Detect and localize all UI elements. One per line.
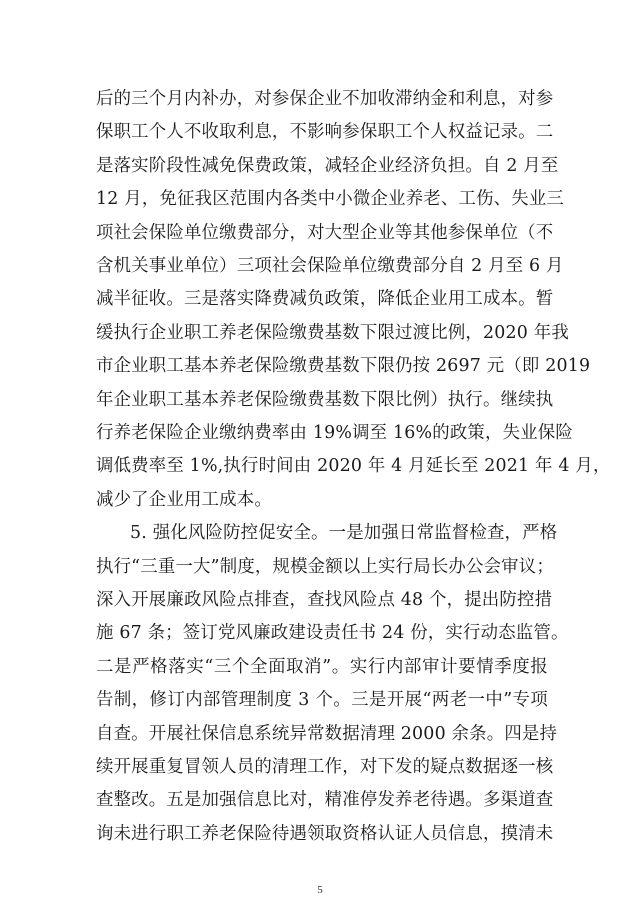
text-line: 项社会保险单位缴费部分，对大型企业等其他参保单位（不 [96, 222, 554, 243]
text-line: 是落实阶段性减免保费政策，减轻企业经济负担。自 2 月至 [96, 155, 559, 176]
text-line: 减半征收。三是落实降费减负政策，降低企业用工成本。暂 [96, 289, 554, 310]
text-line: 后的三个月内补办，对参保企业不加收滞纳金和利息，对参 [96, 89, 554, 109]
text-line: 续开展重复冒领人员的清理工作，对下发的疑点数据逐一核 [96, 757, 554, 777]
text-line: 二是严格落实“三个全面取消”。实行内部审计要情季度报 [96, 656, 548, 677]
page-number: 5 [317, 884, 323, 896]
text-line: 施 67 条；签订党风廉政建设责任书 24 份，实行动态监管。 [96, 623, 569, 644]
text-line: 市企业职工基本养老保险缴费基数下限仍按 2697 元（即 2019 [96, 356, 591, 377]
text-line: 执行“三重一大”制度，规模金额以上实行局长办公会审议； [96, 556, 554, 577]
section-heading-line: 5. 强化风险防控促安全。一是加强日常监督检查，严格 [130, 523, 558, 544]
text-line: 含机关事业单位）三项社会保险单位缴费部分自 2 月至 6 月 [96, 256, 564, 276]
text-line: 行养老保险企业缴纳费率由 19%调至 16%的政策，失业保险 [96, 423, 573, 443]
text-line: 自查。开展社保信息系统异常数据清理 2000 余条。四是持 [96, 723, 558, 744]
text-line: 告制，修订内部管理制度 3 个。三是开展“两老一中”专项 [96, 690, 548, 711]
text-line: 询未进行职工养老保险待遇领取资格认证人员信息，摸清未 [96, 823, 554, 844]
text-line: 缓执行企业职工养老保险缴费基数下限过渡比例，2020 年我 [96, 322, 569, 343]
text-line: 12 月，免征我区范围内各类中小微企业养老、工伤、失业三 [96, 189, 565, 210]
text-line: 调低费率至 1%,执行时间由 2020 年 4 月延长至 2021 年 4 月， [96, 456, 611, 477]
text-line: 年企业职工基本养老保险缴费基数下限比例）执行。继续执 [96, 389, 554, 410]
text-line: 查整改。五是加强信息比对，精准停发养老待遇。多渠道查 [96, 790, 554, 811]
text-line: 减少了企业用工成本。 [96, 489, 272, 510]
text-line: 深入开展廉政风险点排查，查找风险点 48 个，提出防控措 [96, 590, 553, 610]
text-line: 保职工个人不收取利息，不影响参保职工个人权益记录。二 [96, 122, 554, 143]
